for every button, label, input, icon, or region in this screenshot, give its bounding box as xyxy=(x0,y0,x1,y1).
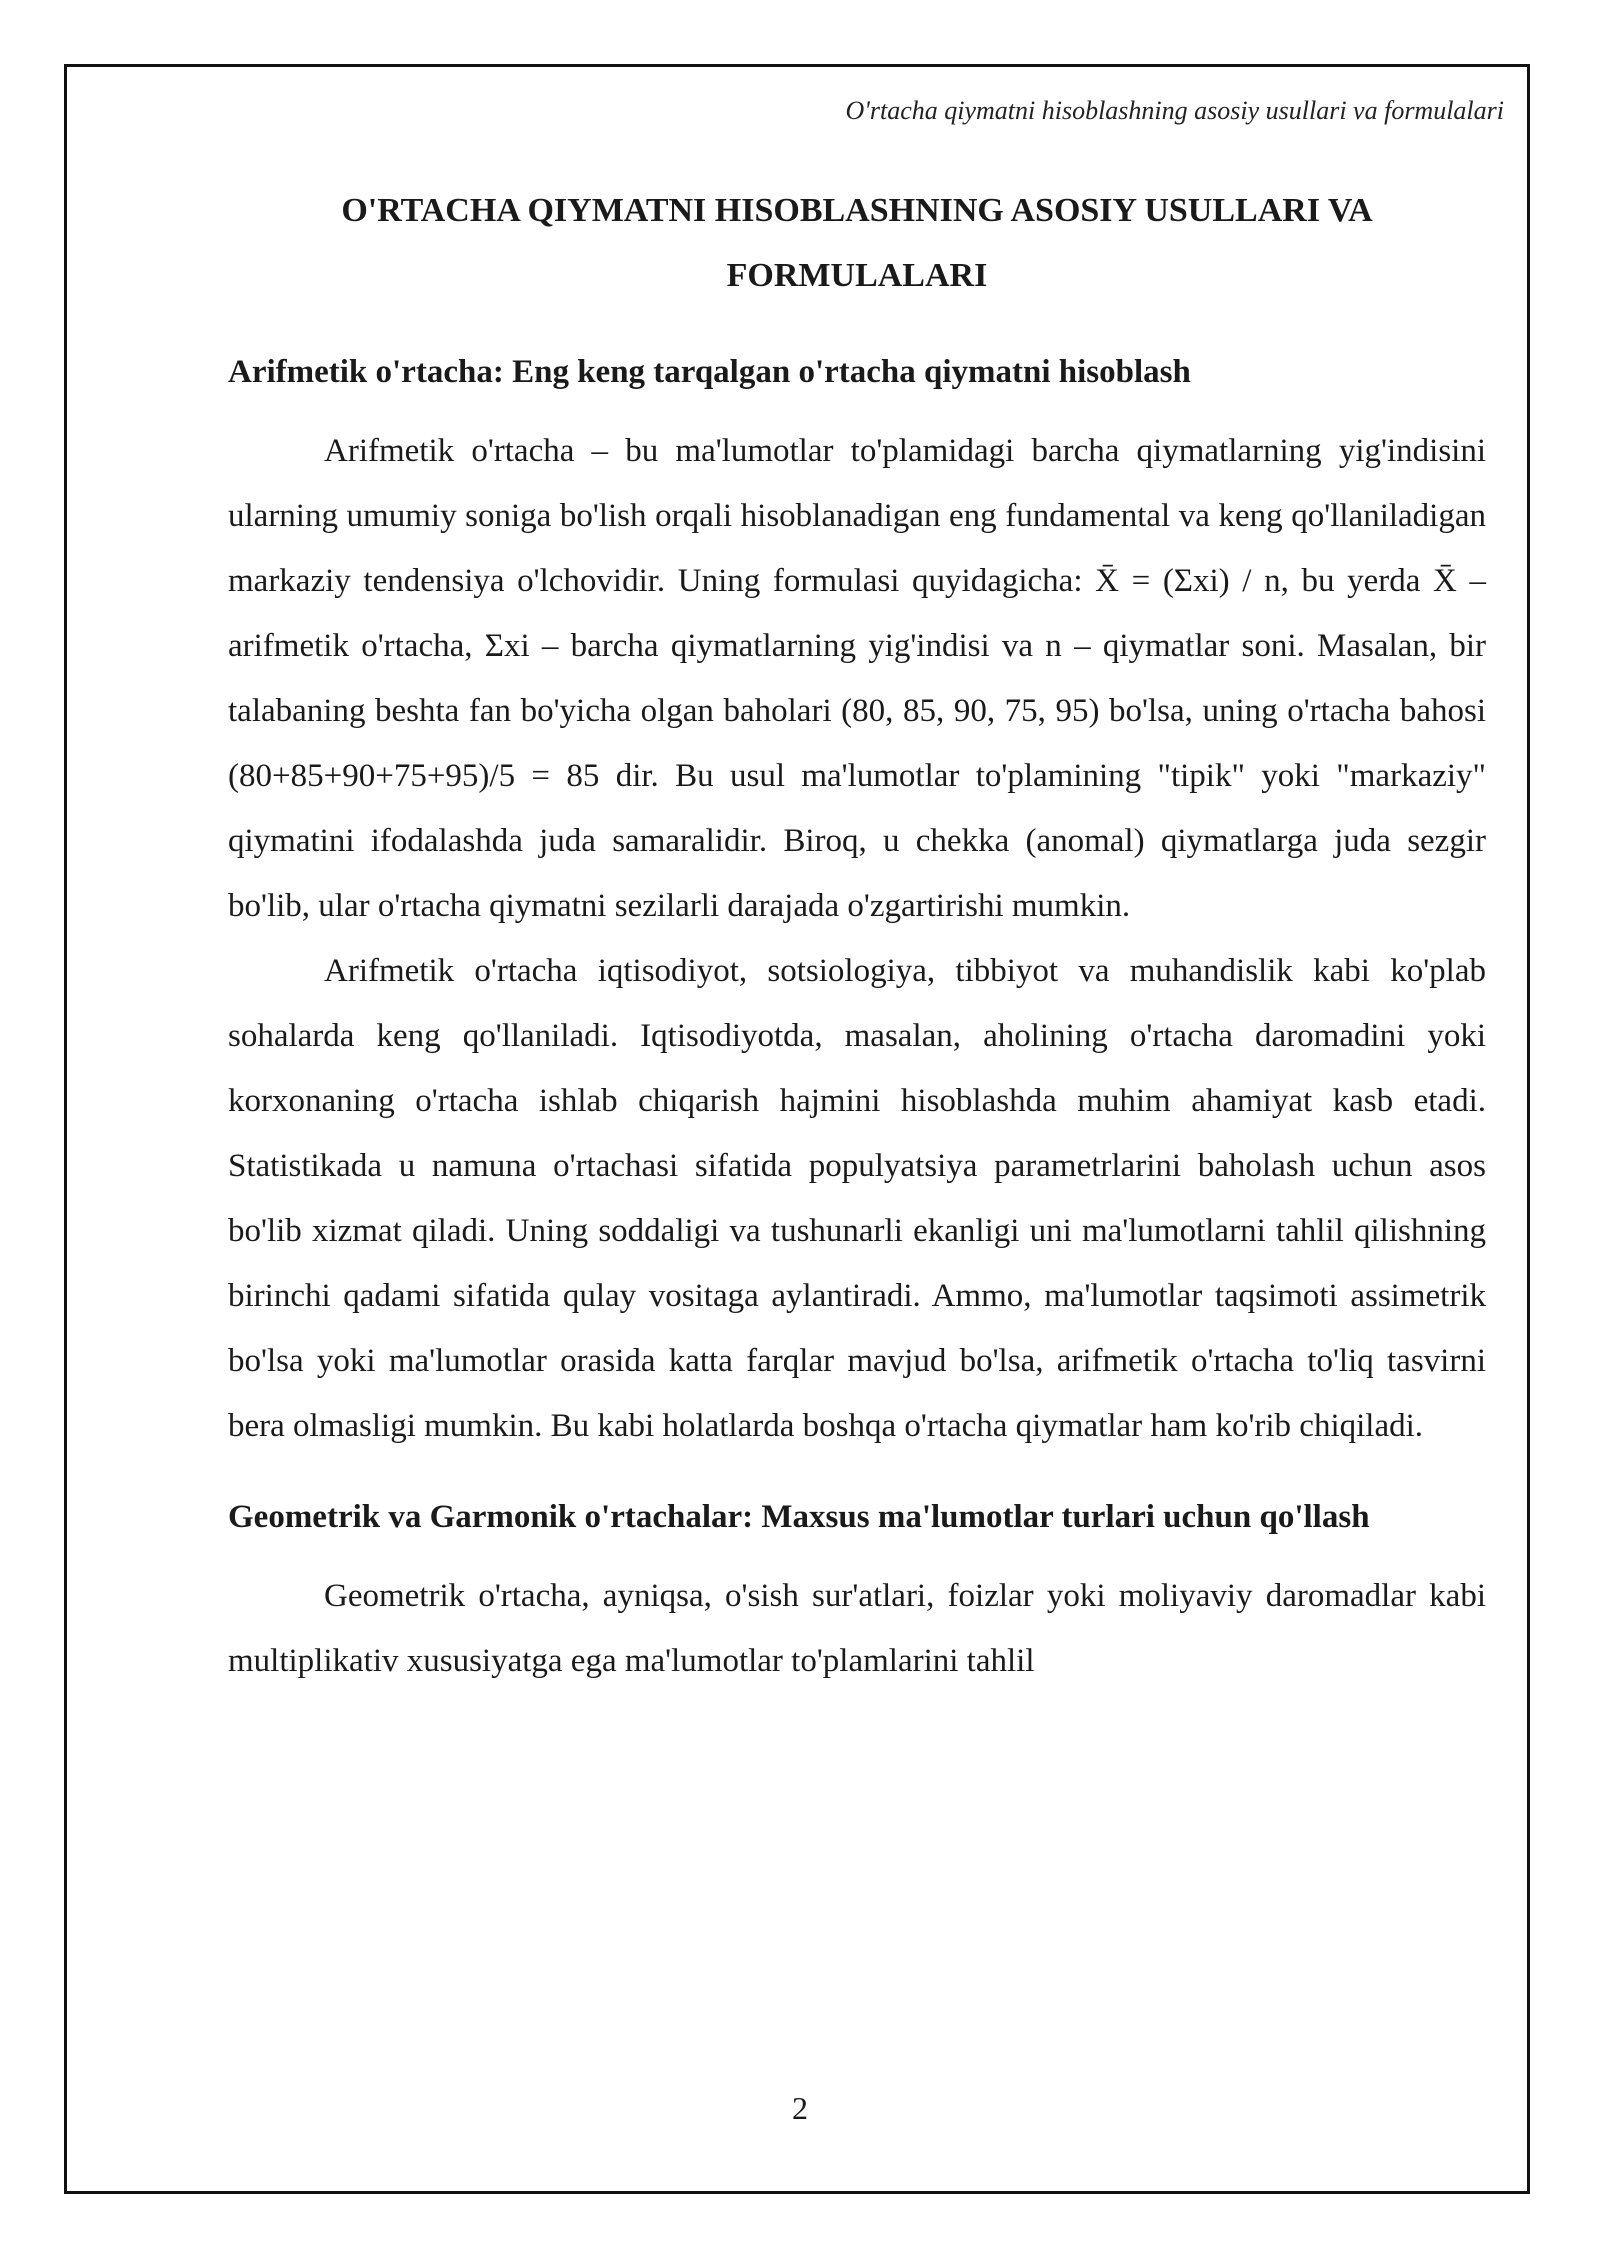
section-heading-arithmetic-mean: Arifmetik o'rtacha: Eng keng tarqalgan o'rtacha qiymatni hisoblash xyxy=(228,354,1191,390)
running-header: O'rtacha qiymatni hisoblashning asosiy usullari va formulalari xyxy=(845,96,1504,125)
section-heading-geometric-harmonic-means: Geometrik va Garmonik o'rtachalar: Maxsus ma'lumotlar turlari uchun qo'llash xyxy=(228,1499,1370,1535)
paragraph: Geometrik o'rtacha, ayniqsa, o'sish sur'atlari, foizlar yoki moliyaviy daromadlar kabi multiplikativ xususiyatga ega ma'lumotlar to'plamlarini tahlil xyxy=(228,1578,1486,1679)
document-title: O'RTACHA QIYMATNI HISOBLASHNING ASOSIY USULLARI VA FORMULALARI xyxy=(341,192,1373,294)
paragraph: Arifmetik o'rtacha – bu ma'lumotlar to'plamidagi barcha qiymatlarning yig'indisini ularning umumiy soniga bo'lish orqali hisoblanadigan eng fundamental va keng qo'llaniladigan markaziy tendensiya o'lchovidir. Uning formulasi quyidagicha: X̄ = (Σxi) / n, bu yerda X̄ – arifmetik o'rtacha, Σxi – barcha qiymatlarning yig'indisi va n – qiymatlar soni. Masalan, bir talabaning beshta fan bo'yicha olgan baholari (80, 85, 90, 75, 95) bo'lsa, uning o'rtacha bahosi (80+85+90+75+95)/5 = 85 dir. Bu usul ma'lumotlar to'plamining "tipik" yoki "markaziy" qiymatini ifodalashda juda samaralidir. Biroq, u chekka (anomal) qiymatlarga juda sezgir bo'lib, ular o'rtacha qiymatni sezilarli darajada o'zgartirishi mumkin. xyxy=(228,433,1486,924)
page-number: 2 xyxy=(792,2090,808,2126)
document-body xyxy=(228,178,1486,1694)
paragraph: Arifmetik o'rtacha iqtisodiyot, sotsiologiya, tibbiyot va muhandislik kabi ko'plab sohalarda keng qo'llaniladi. Iqtisodiyotda, masalan, aholining o'rtacha daromadini yoki korxonaning o'rtacha ishlab chiqarish hajmini hisoblashda muhim ahamiyat kasb etadi. Statistikada u namuna o'rtachasi sifatida populyatsiya parametrlarini baholash uchun asos bo'lib xizmat qiladi. Uning soddaligi va tushunarli ekanligi uni ma'lumotlarni tahlil qilishning birinchi qadami sifatida qulay vositaga aylantiradi. Ammo, ma'lumotlar taqsimoti assimetrik bo'lsa yoki ma'lumotlar orasida katta farqlar mavjud bo'lsa, arifmetik o'rtacha to'liq tasvirni bera olmasligi mumkin. Bu kabi holatlarda boshqa o'rtacha qiymatlar ham ko'rib chiqiladi. xyxy=(228,953,1486,1444)
